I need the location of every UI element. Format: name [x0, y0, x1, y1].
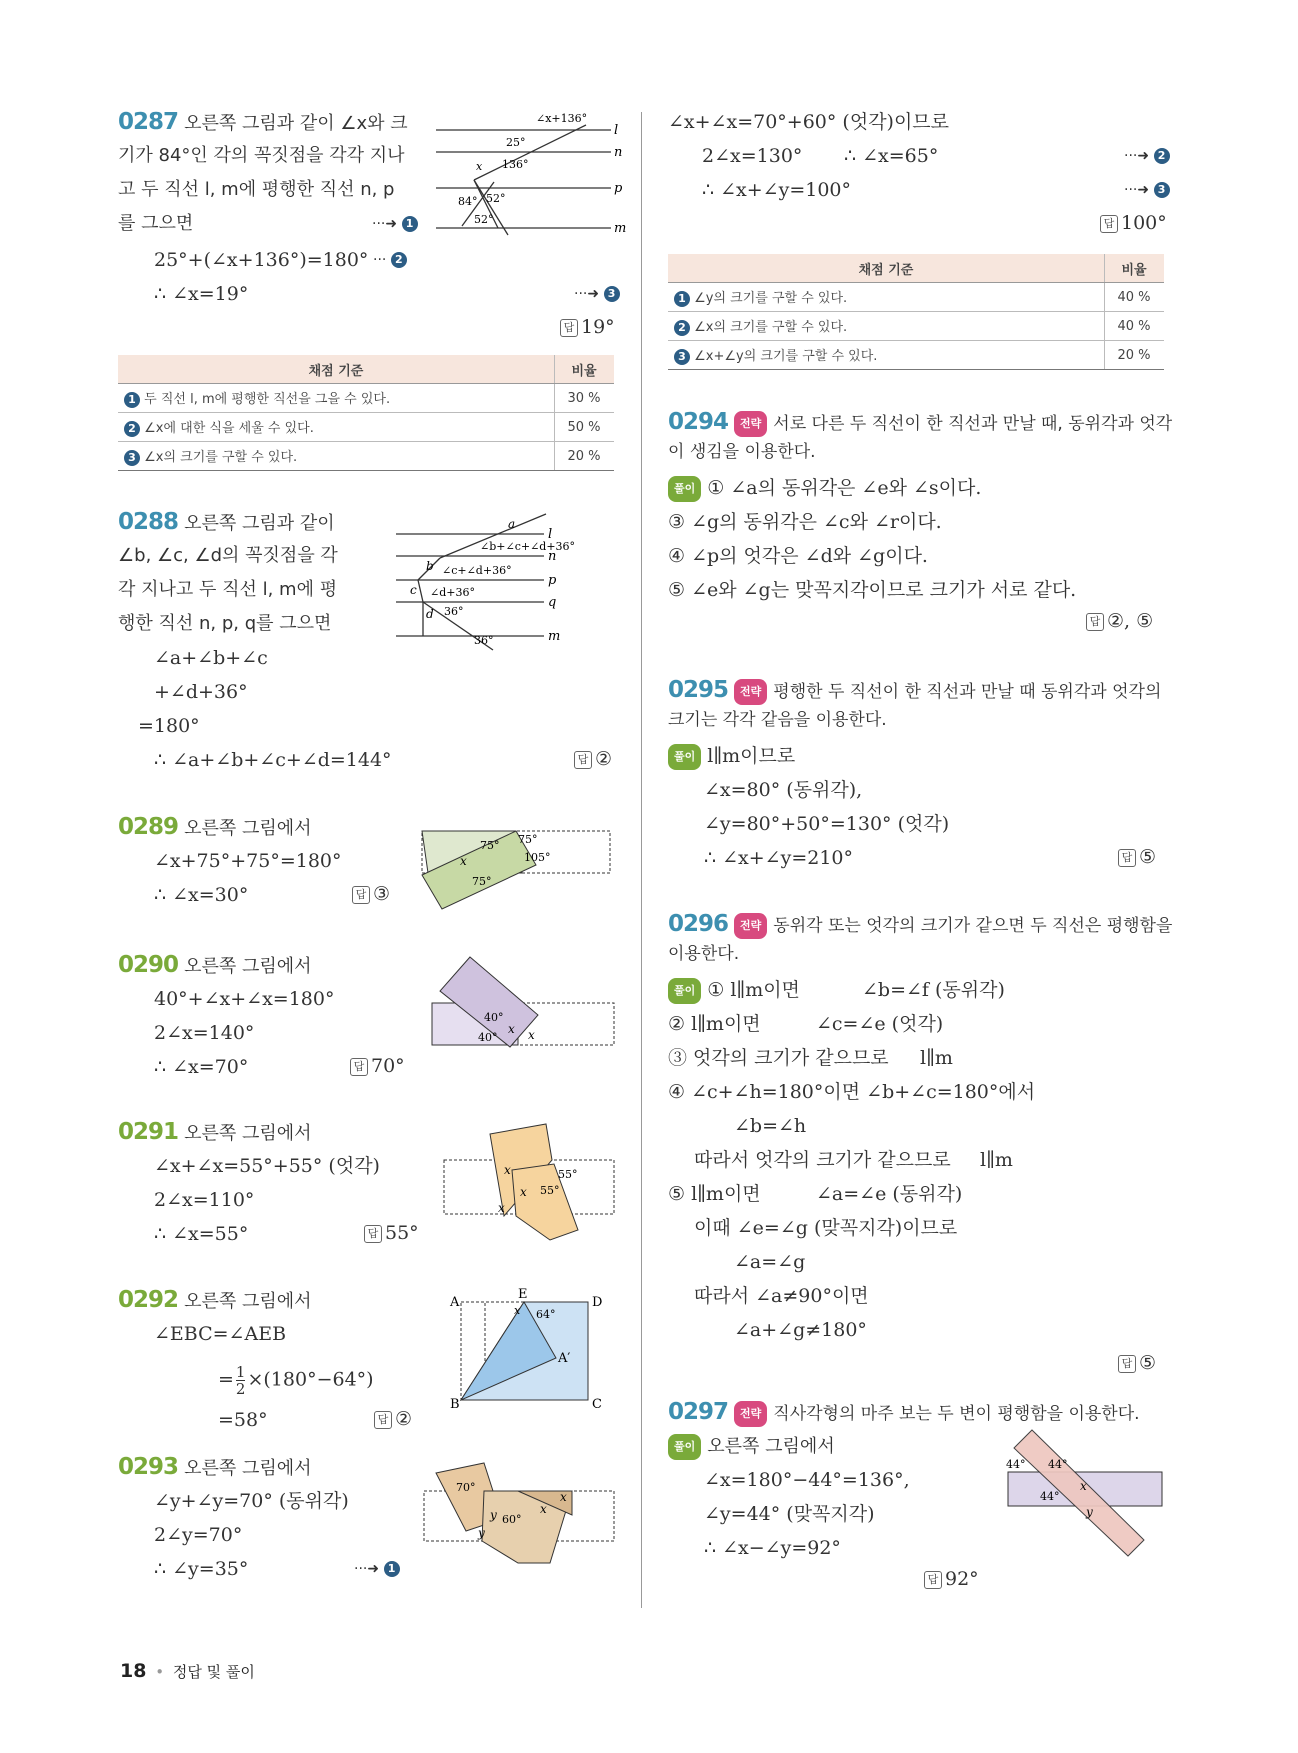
- angle-label: x: [514, 1304, 521, 1317]
- angle-label: d: [426, 607, 434, 621]
- table-row: 3 ∠x+∠y의 크기를 구할 수 있다. 20 %: [668, 341, 1164, 370]
- question-line: 행한 직선 n, p, q를 그으면: [118, 613, 332, 634]
- point-label: A′: [558, 1351, 571, 1366]
- answer: 답 ⑤: [1118, 1352, 1156, 1374]
- problem-number: 0289: [118, 814, 179, 840]
- angle-label: x: [508, 1022, 515, 1036]
- line-label: m: [548, 629, 561, 644]
- answer-icon: 답: [1118, 849, 1136, 867]
- column-divider: [641, 112, 642, 1608]
- solution-line: ∠a=∠e (동위각): [816, 1183, 963, 1205]
- problem-number: 0297: [668, 1399, 729, 1425]
- line-label: m: [614, 221, 626, 236]
- angle-label: x: [504, 1163, 511, 1177]
- answer: 답 ②, ⑤: [1086, 610, 1153, 632]
- angle-label: 55°: [558, 1168, 578, 1181]
- equation: ∠y+∠y=70° (동위각): [154, 1490, 349, 1512]
- angle-label: y: [1086, 1505, 1093, 1519]
- equation: ∴ ∠x+∠y=100°: [702, 179, 852, 201]
- answer-icon: 답: [352, 886, 370, 904]
- figure-0297: [1004, 1426, 1166, 1566]
- strategy-text: 동위각 또는 엇각의 크기가 같으면 두 직선은 평행함을: [773, 916, 1173, 936]
- figure-0291: [442, 1120, 618, 1250]
- question-line: 오른쪽 그림과 같이 ∠x와 크: [184, 113, 408, 134]
- equation: ∠x+∠x=70°+60° (엇각)이므로: [668, 111, 950, 133]
- angle-label: x: [560, 1490, 567, 1504]
- answer: 답 92°: [924, 1568, 979, 1590]
- solution-line: 따라서 ∠a≠90°이면: [694, 1285, 869, 1307]
- question-line: 오른쪽 그림에서: [184, 1291, 312, 1312]
- table-header: 채점 기준: [668, 254, 1105, 283]
- table-row: 2 ∠x의 크기를 구할 수 있다. 40 %: [668, 312, 1164, 341]
- question-line: 고 두 직선 l, m에 평행한 직선 n, p: [118, 179, 395, 200]
- equation: =58°: [218, 1409, 268, 1431]
- angle-label: 70°: [456, 1481, 476, 1494]
- point-label: E: [518, 1288, 528, 1302]
- step-marker: ···➜ 3: [574, 282, 620, 306]
- solution-line: ∠a=∠g: [734, 1251, 806, 1273]
- equation: ∴ ∠x=19°: [154, 283, 249, 305]
- angle-label: ∠c+∠d+36°: [442, 564, 512, 577]
- question-line: 오른쪽 그림에서: [184, 1458, 312, 1479]
- equation: +∠d+36°: [154, 681, 248, 703]
- angle-label: x: [498, 1201, 505, 1215]
- table-header: 비율: [1105, 254, 1165, 283]
- solution-line: ∠y=80°+50°=130° (엇각): [704, 813, 950, 835]
- page-footer: [120, 1660, 255, 1682]
- line-label: l: [548, 527, 553, 542]
- solution-line: ∠a+∠g≠180°: [734, 1319, 867, 1341]
- point-label: D: [592, 1295, 603, 1310]
- strategy-badge: 전략: [734, 913, 767, 939]
- figure-0287: [436, 110, 626, 245]
- equation: 2∠x=110°: [154, 1189, 255, 1211]
- answer: 답 ②: [574, 748, 612, 770]
- answer: 답 ②: [374, 1408, 412, 1430]
- question-line: ∠b, ∠c, ∠d의 꼭짓점을 각: [118, 545, 338, 566]
- answer: 답 70°: [350, 1055, 405, 1077]
- angle-label: 75°: [472, 875, 492, 888]
- solution-line: ∠x=80° (동위각),: [704, 779, 863, 801]
- solution-line: 이때 ∠e=∠g (맞꼭지각)이므로: [694, 1217, 958, 1239]
- step-marker: ···➜ 1: [354, 1557, 400, 1581]
- angle-label: 64°: [536, 1308, 556, 1321]
- equation: ∠EBC=∠AEB: [154, 1323, 287, 1345]
- figure-0290: [428, 953, 618, 1063]
- grading-table: [118, 355, 614, 471]
- angle-label: y: [478, 1526, 485, 1540]
- angle-label: 105°: [524, 851, 551, 864]
- answer-icon: 답: [1086, 613, 1104, 631]
- answer-icon: 답: [1118, 1355, 1136, 1373]
- strategy-badge: 전략: [734, 1401, 767, 1427]
- table-row: 3 ∠x의 크기를 구할 수 있다. 20 %: [118, 442, 614, 471]
- answer-icon: 답: [1100, 215, 1118, 233]
- angle-label: 60°: [502, 1513, 522, 1526]
- angle-label: 25°: [506, 136, 526, 149]
- answer: 답 100°: [1100, 212, 1167, 234]
- problem-number: 0290: [118, 952, 179, 978]
- angle-label: 36°: [474, 634, 494, 647]
- angle-label: 84°: [458, 195, 478, 208]
- table-row: 2 ∠x에 대한 식을 세울 수 있다. 50 %: [118, 413, 614, 442]
- equation: =180°: [138, 715, 200, 737]
- strategy-text: 평행한 두 직선이 한 직선과 만날 때 동위각과 엇각의: [773, 682, 1162, 702]
- point-label: A: [450, 1295, 460, 1310]
- solution-badge: 풀이: [668, 476, 701, 502]
- angle-label: 40°: [484, 1011, 504, 1024]
- solution-line: ∠y=44° (맞꼭지각): [704, 1503, 875, 1525]
- answer-icon: 답: [350, 1058, 368, 1076]
- angle-label: 40°: [478, 1031, 498, 1044]
- equation: 2∠x=130°: [702, 145, 803, 167]
- angle-label: c: [410, 583, 417, 597]
- angle-label: 36°: [444, 605, 464, 618]
- solution-line: ∠b=∠f (동위각): [862, 979, 1005, 1001]
- answer: 답 ③: [352, 883, 390, 905]
- equation: ∴ ∠y=35°: [154, 1558, 249, 1580]
- angle-label: y: [490, 1508, 497, 1522]
- point-label: C: [592, 1397, 602, 1412]
- figure-0289: [418, 825, 614, 921]
- solution-line: l∥m: [920, 1047, 953, 1069]
- answer-icon: 답: [924, 1571, 942, 1589]
- equation: 2∠x=140°: [154, 1022, 255, 1044]
- solution-line: ① ∠a의 동위각은 ∠e와 ∠s이다.: [707, 477, 982, 499]
- angle-label: 44°: [1006, 1458, 1026, 1471]
- answer-icon: 답: [560, 319, 578, 337]
- angle-label: x: [460, 854, 467, 868]
- answer-icon: 답: [364, 1225, 382, 1243]
- answer: 답 19°: [560, 316, 615, 338]
- angle-label: ∠b+∠c+∠d+36°: [480, 540, 576, 553]
- line-label: q: [548, 595, 557, 610]
- equation: ∠a+∠b+∠c: [154, 647, 268, 669]
- table-row: 1 두 직선 l, m에 평행한 직선을 그을 수 있다. 30 %: [118, 384, 614, 413]
- strategy-text: 이용한다.: [668, 944, 740, 964]
- question-line: 오른쪽 그림에서: [184, 956, 312, 977]
- line-label: p: [614, 181, 623, 196]
- solution-line: ① l∥m이면: [707, 979, 800, 1001]
- answer: 답 55°: [364, 1222, 419, 1244]
- problem-number: 0293: [118, 1454, 179, 1480]
- solution-line: ∴ ∠x−∠y=92°: [704, 1537, 841, 1559]
- strategy-text: 서로 다른 두 직선이 한 직선과 만날 때, 동위각과 엇각: [773, 414, 1173, 434]
- answer: 답 ⑤: [1118, 846, 1156, 868]
- solution-line: 오른쪽 그림에서: [707, 1436, 835, 1457]
- question-line: 오른쪽 그림과 같이: [184, 513, 335, 534]
- strategy-badge: 전략: [734, 679, 767, 705]
- problem-number: 0288: [118, 509, 179, 535]
- answer-icon: 답: [374, 1411, 392, 1429]
- problem-number: 0292: [118, 1287, 179, 1313]
- figure-0292: [436, 1288, 616, 1418]
- angle-label: 136°: [502, 158, 529, 171]
- solution-line: ∠x=180°−44°=136°,: [704, 1469, 910, 1491]
- table-header: 비율: [555, 355, 615, 384]
- angle-label: b: [426, 559, 434, 573]
- line-label: n: [614, 145, 623, 160]
- problem-number: 0295: [668, 677, 729, 703]
- equation: ∴ ∠x=70°: [154, 1056, 249, 1078]
- step-marker: ···➜ 3: [1124, 178, 1170, 202]
- solution-line: ∠b=∠h: [734, 1115, 807, 1137]
- angle-label: 52°: [486, 192, 506, 205]
- equation: ∴ ∠x=65°: [844, 145, 939, 167]
- angle-label: a: [508, 517, 516, 531]
- table-header: 채점 기준: [118, 355, 555, 384]
- question-line: 기가 84°인 각의 꼭짓점을 각각 지나: [118, 145, 405, 166]
- solution-line: ③ 엇각의 크기가 같으므로: [668, 1047, 889, 1069]
- solution-line: l∥m이므로: [707, 745, 796, 767]
- question-line: 오른쪽 그림에서: [184, 1123, 312, 1144]
- solution-line: ② l∥m이면: [668, 1013, 761, 1035]
- solution-line: ④ ∠p의 엇각은 ∠d와 ∠g이다.: [668, 545, 928, 567]
- footer-title: 정답 및 풀이: [172, 1663, 255, 1681]
- point-label: B: [450, 1397, 460, 1412]
- figure-0288: [388, 510, 616, 660]
- question-line: 각 지나고 두 직선 l, m에 평: [118, 579, 338, 600]
- problem-number: 0296: [668, 911, 729, 937]
- angle-label: x: [528, 1028, 535, 1042]
- strategy-text: 크기는 각각 같음을 이용한다.: [668, 710, 887, 730]
- solution-line: 따라서 엇각의 크기가 같으므로: [694, 1149, 951, 1171]
- equation: ∴ ∠x=55°: [154, 1223, 249, 1245]
- angle-label: ∠d+36°: [430, 586, 475, 599]
- angle-label: x: [1080, 1479, 1087, 1493]
- problem-number: 0294: [668, 409, 729, 435]
- solution-line: ∠c=∠e (엇각): [816, 1013, 944, 1035]
- solution-line: ⑤ ∠e와 ∠g는 맞꼭지각이므로 크기가 서로 같다.: [668, 579, 1077, 601]
- angle-label: 75°: [480, 839, 500, 852]
- page-number: 18: [120, 1660, 147, 1682]
- line-label: n: [548, 549, 557, 564]
- angle-label: ∠x+136°: [536, 112, 588, 125]
- equation: ∠x+75°+75°=180°: [154, 850, 342, 872]
- step-marker: ···➜ 1: [372, 212, 418, 236]
- solution-line: l∥m: [980, 1149, 1013, 1171]
- solution-line: ③ ∠g의 동위각은 ∠c와 ∠r이다.: [668, 511, 942, 533]
- angle-label: x: [540, 1502, 547, 1516]
- solution-line: ④ ∠c+∠h=180°이면 ∠b+∠c=180°에서: [668, 1081, 1036, 1103]
- problem-number: 0287: [118, 109, 179, 135]
- equation: 25°+(∠x+136°)=180°: [154, 249, 369, 271]
- angle-label: 55°: [540, 1184, 560, 1197]
- solution-badge: 풀이: [668, 1434, 701, 1460]
- question-line: 를 그으면: [118, 213, 194, 234]
- equation: ∴ ∠x=30°: [154, 884, 249, 906]
- solution-badge: 풀이: [668, 744, 701, 770]
- step-marker: ··· 2: [373, 248, 407, 272]
- angle-label: x: [520, 1185, 527, 1199]
- equation: ∠x+∠x=55°+55° (엇각): [154, 1155, 380, 1177]
- solution-badge: 풀이: [668, 978, 701, 1004]
- table-row: 1 ∠y의 크기를 구할 수 있다. 40 %: [668, 283, 1164, 312]
- line-label: p: [548, 573, 557, 588]
- figure-0293: [422, 1455, 618, 1575]
- strategy-badge: 전략: [734, 411, 767, 437]
- footer-separator: •: [155, 1663, 165, 1681]
- angle-label: 75°: [518, 833, 538, 846]
- angle-label: 44°: [1040, 1490, 1060, 1503]
- answer-icon: 답: [574, 751, 592, 769]
- angle-label: 52°: [474, 213, 494, 226]
- solution-line: ∴ ∠x+∠y=210°: [704, 847, 854, 869]
- step-marker: ···➜ 2: [1124, 144, 1170, 168]
- equation: 40°+∠x+∠x=180°: [154, 988, 335, 1010]
- solution-line: ⑤ l∥m이면: [668, 1183, 761, 1205]
- question-line: 오른쪽 그림에서: [184, 818, 312, 839]
- angle-label: 44°: [1048, 1458, 1068, 1471]
- equation: 2∠y=70°: [154, 1524, 243, 1546]
- strategy-text: 직사각형의 마주 보는 두 변이 평행함을 이용한다.: [773, 1404, 1140, 1424]
- equation: = $\frac{1}{2}$ ×(180°−64°): [218, 1363, 374, 1398]
- problem-number: 0291: [118, 1119, 179, 1145]
- line-label: l: [614, 123, 619, 138]
- equation: ∴ ∠a+∠b+∠c+∠d=144°: [154, 749, 392, 771]
- grading-table: [668, 254, 1164, 370]
- angle-label: x: [476, 160, 483, 173]
- strategy-text: 이 생김을 이용한다.: [668, 442, 816, 462]
